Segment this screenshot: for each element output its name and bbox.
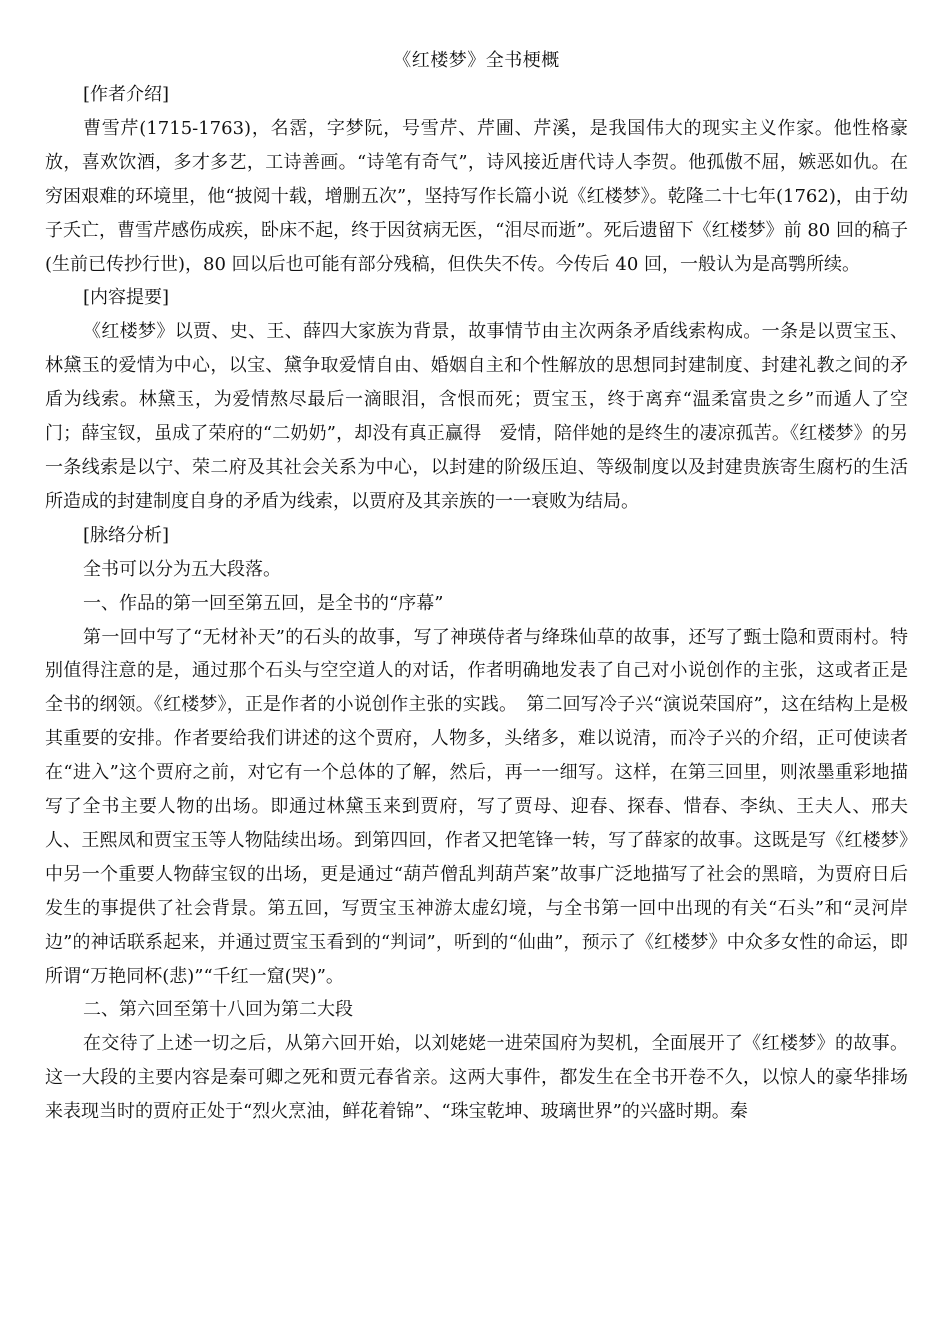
paragraph-part-one: 第一回中写了“无材补天”的石头的故事，写了神瑛侍者与绛珠仙草的故事，还写了甄士隐和贾雨村。特别值得注意的是，通过那个石头与空空道人的对话，作者明确地发表了自己对小说创作的主张，这或者正是全书的纲领。《红楼梦》，正是作者的小说创作主张的实践。 第二回写冷子兴“演说荣国府”，这在结构上是极其重要的安排。作者要给我们讲述的这个贾府，人物多，头绪多，难以说清，而冷子兴的介绍，正可使读者在“进入”这个贾府之前，对它有一个总体的了解，然后，再一一细写。这样，在第三回里，则浓墨重彩地描写了全书主要人物的出场。即通过林黛玉来到贾府，写了贾母、迎春、探春、惜春、李纨、王夫人、邢夫人、王熙凤和贾宝玉等人物陆续出场。到第四回，作者又把笔锋一转，写了薛家的故事。这既是写《红楼梦》中另一个重要人物薛宝钗的出场，更是通过“葫芦僧乱判葫芦案”故事广泛地描写了社会的黑暗，为贾府日后发生的事提供了社会背景。第五回，写贾宝玉神游太虚幻境，与全书第一回中出现的有关“石头”和“灵河岸边”的神话联系起来，并通过贾宝玉看到的“判词”，听到的“仙曲”，预示了《红楼梦》中众多女性的命运，即所谓“万艳同杯(悲)”“千红一窟(哭)”。 <box>45 626 908 987</box>
section-heading-author: [作者介绍] <box>83 84 170 105</box>
paragraph-structure-overview: 全书可以分为五大段落。 <box>83 558 281 580</box>
section-heading-structure: [脉络分析] <box>83 524 170 546</box>
subheading-part-one: 一、作品的第一回至第五回，是全书的“序幕” <box>83 592 444 614</box>
document-title: 《红楼梦》全书梗概 <box>393 50 560 71</box>
section-heading-summary: [内容提要] <box>83 287 170 309</box>
paragraph-content-summary: 《红楼梦》以贾、史、王、薛四大家族为背景，故事情节由主次两条矛盾线索构成。一条是以贾宝玉、林黛玉的爱情为中心，以宝、黛争取爱情自由、婚姻自主和个性解放的思想同封建制度、封建礼教之间的矛盾为线索。林黛玉，为爱情熬尽最后一滴眼泪，含恨而死；贾宝玉，终于离弃“温柔富贵之乡”而遁人了空门；薛宝钗，虽成了荣府的“二奶奶”，却没有真正赢得 爱情，陪伴她的是终生的凄凉孤苦。《红楼梦》的另一条线索是以宁、荣二府及其社会关系为中心，以封建的阶级压迫、等级制度以及封建贵族寄生腐朽的生活所造成的封建制度自身的矛盾为线索，以贾府及其亲族的一一衰败为结局。 <box>45 321 908 512</box>
subheading-part-two: 二、第六回至第十八回为第二大段 <box>83 999 353 1021</box>
paragraph-part-two: 在交待了上述一切之后，从第六回开始，以刘姥姥一进荣国府为契机，全面展开了《红楼梦》的故事。这一大段的主要内容是秦可卿之死和贾元春省亲。这两大事件，都发生在全书开卷不久，以惊人的豪华排场来表现当时的贾府正处于“烈火烹油，鲜花着锦”、“珠宝乾坤、玻璃世界”的兴盛时期。秦 <box>45 1033 908 1123</box>
paragraph-author-intro: 曹雪芹(1715-1763)，名霑，字梦阮，号雪芹、芹圃、芹溪，是我国伟大的现实主义作家。他性格豪放，喜欢饮酒，多才多艺，工诗善画。“诗笔有奇气”，诗风接近唐代诗人李贺。他孤傲不屈，嫉恶如仇。在穷困艰难的环境里，他“披阅十载，增删五次”，坚持写作长篇小说《红楼梦》。乾隆二十七年(1762)，由于幼子夭亡，曹雪芹感伤成疾，卧床不起，终于因贫病无医，“泪尽而逝”。死后遗留下《红楼梦》前 80 回的稿子(生前已传抄行世)，80 回以后也可能有部分残稿，但佚失不传。今传后 40 回，一般认为是高鹗所续。 <box>45 117 908 275</box>
